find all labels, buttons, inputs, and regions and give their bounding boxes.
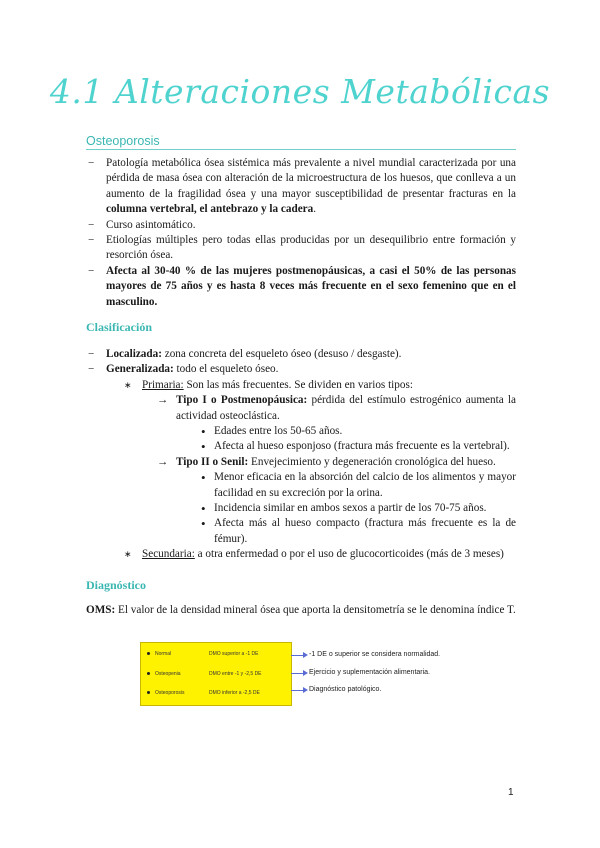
list-item xyxy=(86,156,516,218)
star-marker: ∗ xyxy=(124,379,132,390)
tipo1-item-text: Afecta al hueso esponjoso (fractura más frecuente es la vertebral). xyxy=(214,440,510,453)
list-item-text: . xyxy=(313,203,317,216)
list-item-generalizada xyxy=(86,362,516,377)
arrow-marker: → xyxy=(157,394,169,407)
localizada-text: zona concreta del esqueleto óseo (desuso / desgaste). xyxy=(161,348,402,360)
bullet-dot xyxy=(147,672,150,675)
arrow-osteoporosis xyxy=(291,690,305,691)
tipo2-item-text: Afecta más al hueso compacto (fractura más frecuente es la de fémur). xyxy=(214,517,516,545)
figure-row-value: DMO entre -1 y -2,5 DE xyxy=(209,671,262,677)
star-marker: ∗ xyxy=(124,549,132,560)
page-number: 1 xyxy=(508,787,514,798)
tipo2-label: Tipo II o Senil: xyxy=(176,455,249,468)
localizada-label: Localizada: xyxy=(106,348,162,360)
section-heading-osteoporosis: Osteoporosis xyxy=(86,134,516,150)
list-item-tipo1-item xyxy=(86,424,516,439)
heading-clasificacion: Clasificación xyxy=(86,320,152,334)
list-item-tipo1-item xyxy=(86,439,516,454)
list-item-tipo2 xyxy=(86,455,516,470)
bullet-marker: • xyxy=(201,470,206,486)
dash-marker: − xyxy=(88,264,95,277)
bullet-dot xyxy=(147,652,150,655)
list-item-text: Etiologías múltiples pero todas ellas producidas por un desequilibrio entre formación y resorción ósea. xyxy=(106,234,516,262)
list-item-text: columna vertebral, el antebrazo y la cadera xyxy=(106,203,314,216)
intro-list xyxy=(86,156,516,310)
oms-label: OMS: xyxy=(86,604,116,616)
list-item xyxy=(86,218,516,233)
figure-row-name: Osteopenia xyxy=(155,671,181,677)
list-item-secundaria xyxy=(86,547,516,562)
tipo1-item-text: Edades entre los 50-65 años. xyxy=(214,425,343,438)
dash-marker: − xyxy=(88,218,95,231)
list-item-tipo1 xyxy=(86,393,516,424)
bullet-marker: • xyxy=(201,501,206,517)
list-item-text: Afecta al 30-40 % de las mujeres postmenopáusicas, a casi el 50% de las personas mayores de 75 años y es hasta 8 veces más frecuente en el sexo femenino que en el masculino. xyxy=(106,264,516,308)
tipo1-label: Tipo I o Postmenopáusica: xyxy=(176,394,308,407)
generalizada-text: todo el esqueleto óseo. xyxy=(173,363,279,376)
list-item-tipo2-item xyxy=(86,501,516,516)
dash-marker: − xyxy=(88,348,95,360)
figure-note: Diagnóstico patológico. xyxy=(309,686,382,693)
figure-row-value: DMO superior a -1 DE xyxy=(209,651,259,657)
bullet-marker: • xyxy=(201,424,206,440)
list-item-tipo2-item xyxy=(86,470,516,501)
secundaria-label: Secundaria: xyxy=(142,548,195,561)
bullet-marker: • xyxy=(201,439,206,455)
oms-text: El valor de la densidad mineral ósea que aporta la densitometría se le denomina índice T. xyxy=(115,604,516,616)
list-item xyxy=(86,233,516,264)
bullet-dot xyxy=(147,691,150,694)
dash-marker: − xyxy=(88,234,95,247)
dash-marker: − xyxy=(88,157,95,169)
list-item-text: Patología metabólica ósea sistémica más prevalente a nivel mundial caracterizada por una pérdida de masa ósea con alteración de la microestructura de los huesos, que conlleva a un aumento de la fragilidad ósea y una mayor susceptibilidad de presentar fracturas en la xyxy=(106,157,516,200)
figure-row-name: Osteoporosis xyxy=(155,690,185,696)
oms-paragraph xyxy=(86,603,516,618)
tipo2-item-text: Incidencia similar en ambos sexos a partir de los 70-75 años. xyxy=(214,502,487,515)
tipo1-text: pérdida del estímulo estrogénico aumenta la actividad osteoclástica. xyxy=(176,394,516,422)
page-title: 4.1 Alteraciones Metabólicas xyxy=(49,72,551,111)
tscore-figure xyxy=(140,642,292,706)
arrow-osteopenia xyxy=(291,673,305,674)
list-item-primaria xyxy=(86,378,516,393)
dash-marker: − xyxy=(88,363,95,376)
figure-row-value: DMO inferior a -2,5 DE xyxy=(209,690,260,696)
list-item xyxy=(86,264,516,310)
primaria-label: Primaria: xyxy=(142,378,184,391)
list-item-text: Curso asintomático. xyxy=(106,218,196,231)
list-item-tipo2-item xyxy=(86,516,516,547)
figure-row-name: Normal xyxy=(155,651,172,657)
tipo2-item-text: Menor eficacia en la absorción del calcio de los alimentos y mayor facilidad en su excreción por la orina. xyxy=(214,471,516,499)
primaria-text: Son las más frecuentes. Se dividen en varios tipos: xyxy=(183,378,413,391)
heading-diagnostico: Diagnóstico xyxy=(86,578,146,592)
generalizada-label: Generalizada: xyxy=(106,363,174,376)
bullet-marker: • xyxy=(201,516,206,532)
arrow-normal xyxy=(291,655,305,656)
secundaria-text: a otra enfermedad o por el uso de glucocorticoides (más de 3 meses) xyxy=(194,548,504,561)
figure-note: Ejercicio y suplementación alimentaria. xyxy=(309,669,430,676)
clasificacion-list xyxy=(86,347,516,563)
tipo2-text: Envejecimiento y degeneración cronológica del hueso. xyxy=(248,455,496,468)
list-item-localizada xyxy=(86,347,516,362)
figure-note: -1 DE o superior se considera normalidad. xyxy=(309,651,441,658)
arrow-marker: → xyxy=(157,455,169,468)
